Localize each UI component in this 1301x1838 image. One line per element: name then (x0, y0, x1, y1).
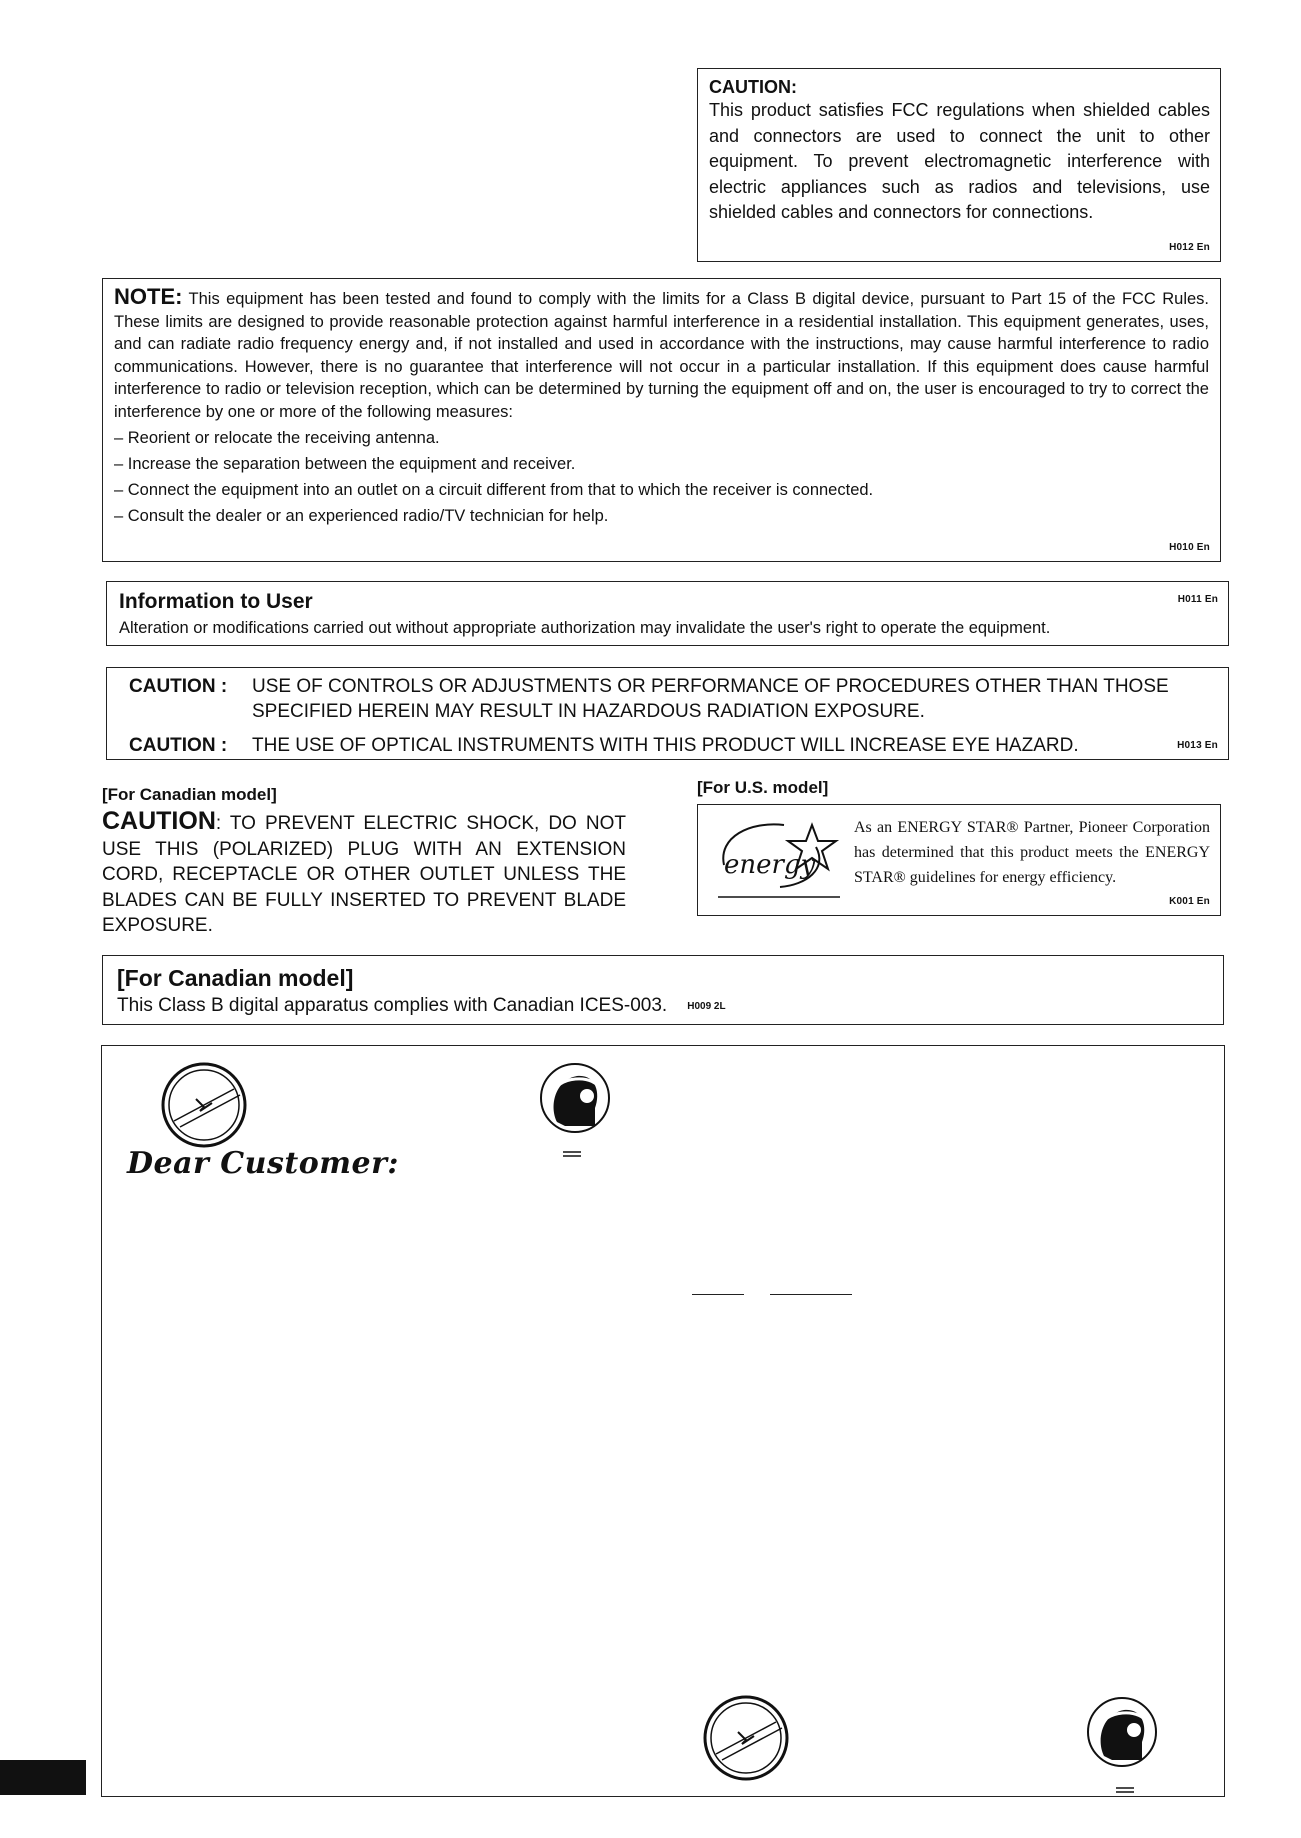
info-body: Alteration or modifications carried out without appropriate authorization may invalidate the user's right to operate the equipment. (119, 619, 1051, 637)
ices-box (102, 955, 1224, 1025)
headphone-safety-icon (535, 1062, 615, 1162)
radiation-text: USE OF CONTROLS OR ADJUSTMENTS OR PERFORMANCE OF PROCEDURES OTHER THAN THOSE SPECIFIED HEREIN MAY RESULT IN HAZARDOUS RADIATION EXPOSURE. (252, 676, 1169, 722)
fcc-note-box (102, 278, 1221, 562)
note-paragraph (114, 286, 1209, 423)
info-to-user-box (106, 581, 1229, 646)
canadian-body: : TO PREVENT ELECTRIC SHOCK, DO NOT USE THIS (POLARIZED) PLUG WITH AN EXTENSION CORD, RECEPTACLE OR OTHER OUTLET UNLESS THE BLADES CAN BE FULLY INSERTED TO PREVENT BLADE EXPOSURE. (102, 813, 626, 936)
ices-body-line (117, 993, 1209, 1020)
dear-customer-greeting: Dear Customer: (127, 1146, 399, 1181)
page-edge-tab (0, 1760, 86, 1795)
headphone-safety-icon (1082, 1696, 1162, 1796)
energy-code: K001 En (1169, 896, 1210, 907)
radiation-row (129, 733, 1214, 758)
ices-heading: [For Canadian model] (117, 965, 354, 991)
circle-seal-icon (702, 1694, 790, 1782)
circle-seal-icon (160, 1061, 248, 1149)
measure-item: – Consult the dealer or an experienced radio/TV technician for help. (114, 507, 609, 525)
caution-body: This product satisfies FCC regulations when shielded cables and connectors are used to connect the unit to other equipment. To prevent electromagnetic interference with electric appliances such as radios and televisions, use shielded cables and connectors for connections. (709, 100, 1210, 222)
blank-line (770, 1294, 852, 1295)
ices-code: H009 2L (687, 1001, 726, 1012)
radiation-text: THE USE OF OPTICAL INSTRUMENTS WITH THIS PRODUCT WILL INCREASE EYE HAZARD. (252, 735, 1079, 756)
radiation-caution-box (106, 667, 1229, 760)
canadian-caution-section (102, 783, 626, 939)
measure-item: – Reorient or relocate the receiving antenna. (114, 429, 440, 447)
fcc-caution-box (697, 68, 1221, 262)
note-code: H010 En (1169, 542, 1210, 553)
note-lead: NOTE: (114, 284, 183, 309)
canadian-body-paragraph (102, 809, 626, 939)
us-model-heading: [For U.S. model] (697, 778, 829, 797)
energy-star-text: As an ENERGY STAR® Partner, Pioneer Corporation has determined that this product meets the ENERGY STAR® guidelines for energy efficiency. (854, 819, 1210, 886)
radiation-code: H013 En (1177, 740, 1218, 751)
radiation-row (129, 674, 1214, 724)
energy-star-logo-icon (710, 817, 850, 903)
info-code: H011 En (1177, 594, 1218, 605)
canadian-heading: [For Canadian model] (102, 785, 277, 804)
blank-line (692, 1294, 744, 1295)
measure-item: – Increase the separation between the equipment and receiver. (114, 455, 576, 473)
info-heading: Information to User (119, 590, 313, 613)
energy-star-box (697, 804, 1221, 916)
canadian-lead: CAUTION (102, 807, 216, 835)
energy-logo-word: energy (724, 850, 816, 880)
note-text: This equipment has been tested and found to comply with the limits for a Class B digital device, pursuant to Part 15 of the FCC Rules. These limits are designed to provide reasonable protection against harmful interference in a residential installation. This equipment generates, uses, and can radiate radio frequency energy and, if not installed and used in accordance with the instructions, may cause harmful interference to radio communications. However, there is no guarantee that interference will not occur in a particular installation. If this equipment does cause harmful interference to radio or television reception, which can be determined by turning the equipment off and on, the user is encouraged to try to correct the interference by one or more of the following measures: (114, 290, 1209, 421)
measure-item: – Connect the equipment into an outlet on a circuit different from that to which the receiver is connected. (114, 481, 874, 499)
radiation-label: CAUTION : (129, 735, 228, 756)
caution-code: H012 En (1169, 242, 1210, 253)
radiation-label: CAUTION : (129, 676, 228, 697)
ices-body: This Class B digital apparatus complies with Canadian ICES-003. (117, 995, 668, 1016)
dear-customer-box (101, 1045, 1225, 1797)
caution-heading: CAUTION: (709, 77, 797, 97)
